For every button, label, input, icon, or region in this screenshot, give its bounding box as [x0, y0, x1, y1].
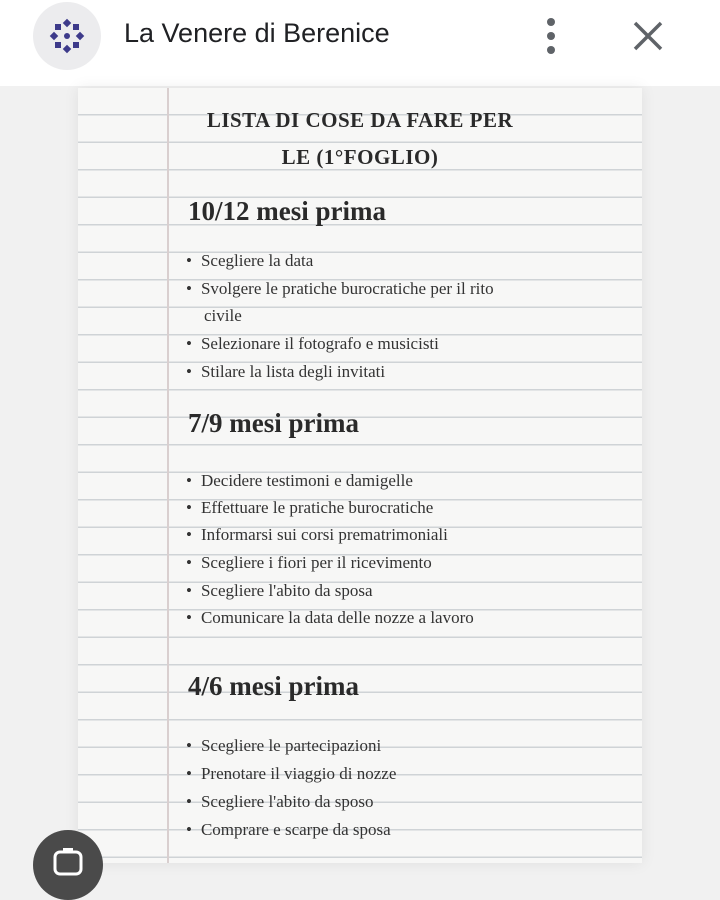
image-title-line-1: LISTA DI COSE DA FARE PER — [206, 108, 514, 132]
image-title-line-2: LE (1°FOGLIO) — [281, 145, 439, 169]
top-bar — [0, 0, 720, 86]
more-vert-icon[interactable] — [536, 14, 566, 58]
list-item: • Stilare la lista degli invitati — [186, 362, 385, 382]
mandala-logo-icon — [49, 18, 85, 54]
list-item: • Scegliere l'abito da sposo — [186, 792, 374, 812]
close-icon[interactable] — [628, 16, 668, 56]
list-item: • Scegliere l'abito da sposa — [186, 581, 373, 601]
list-item: • Scegliere la data — [186, 251, 313, 271]
list-item: • Informarsi sui corsi prematrimoniali — [186, 525, 448, 545]
section-heading: 7/9 mesi prima — [188, 408, 359, 438]
list-item: • Comprare e scarpe da sposa — [186, 820, 391, 840]
list-item: • Decidere testimoni e damigelle — [186, 471, 413, 491]
notebook-image — [78, 88, 642, 863]
list-item: • Svolgere le pratiche burocratiche per il rito — [186, 279, 494, 299]
margin-line — [167, 88, 169, 863]
list-item: • Prenotare il viaggio di nozze — [186, 764, 396, 784]
site-logo[interactable] — [33, 2, 101, 70]
list-item: • Selezionare il fotografo e musicisti — [186, 334, 439, 354]
list-item: • Scegliere i fiori per il ricevimento — [186, 553, 432, 573]
list-item-continuation: civile — [204, 306, 242, 325]
section-heading: 4/6 mesi prima — [188, 671, 359, 701]
section-heading: 10/12 mesi prima — [188, 196, 386, 226]
lens-button[interactable] — [33, 830, 103, 900]
list-item: • Comunicare la data delle nozze a lavoro — [186, 608, 474, 628]
lens-camera-icon — [52, 846, 84, 878]
list-item: • Effettuare le pratiche burocratiche — [186, 498, 433, 518]
source-title[interactable]: La Venere di Berenice — [124, 18, 390, 48]
list-item: • Scegliere le partecipazioni — [186, 736, 381, 756]
